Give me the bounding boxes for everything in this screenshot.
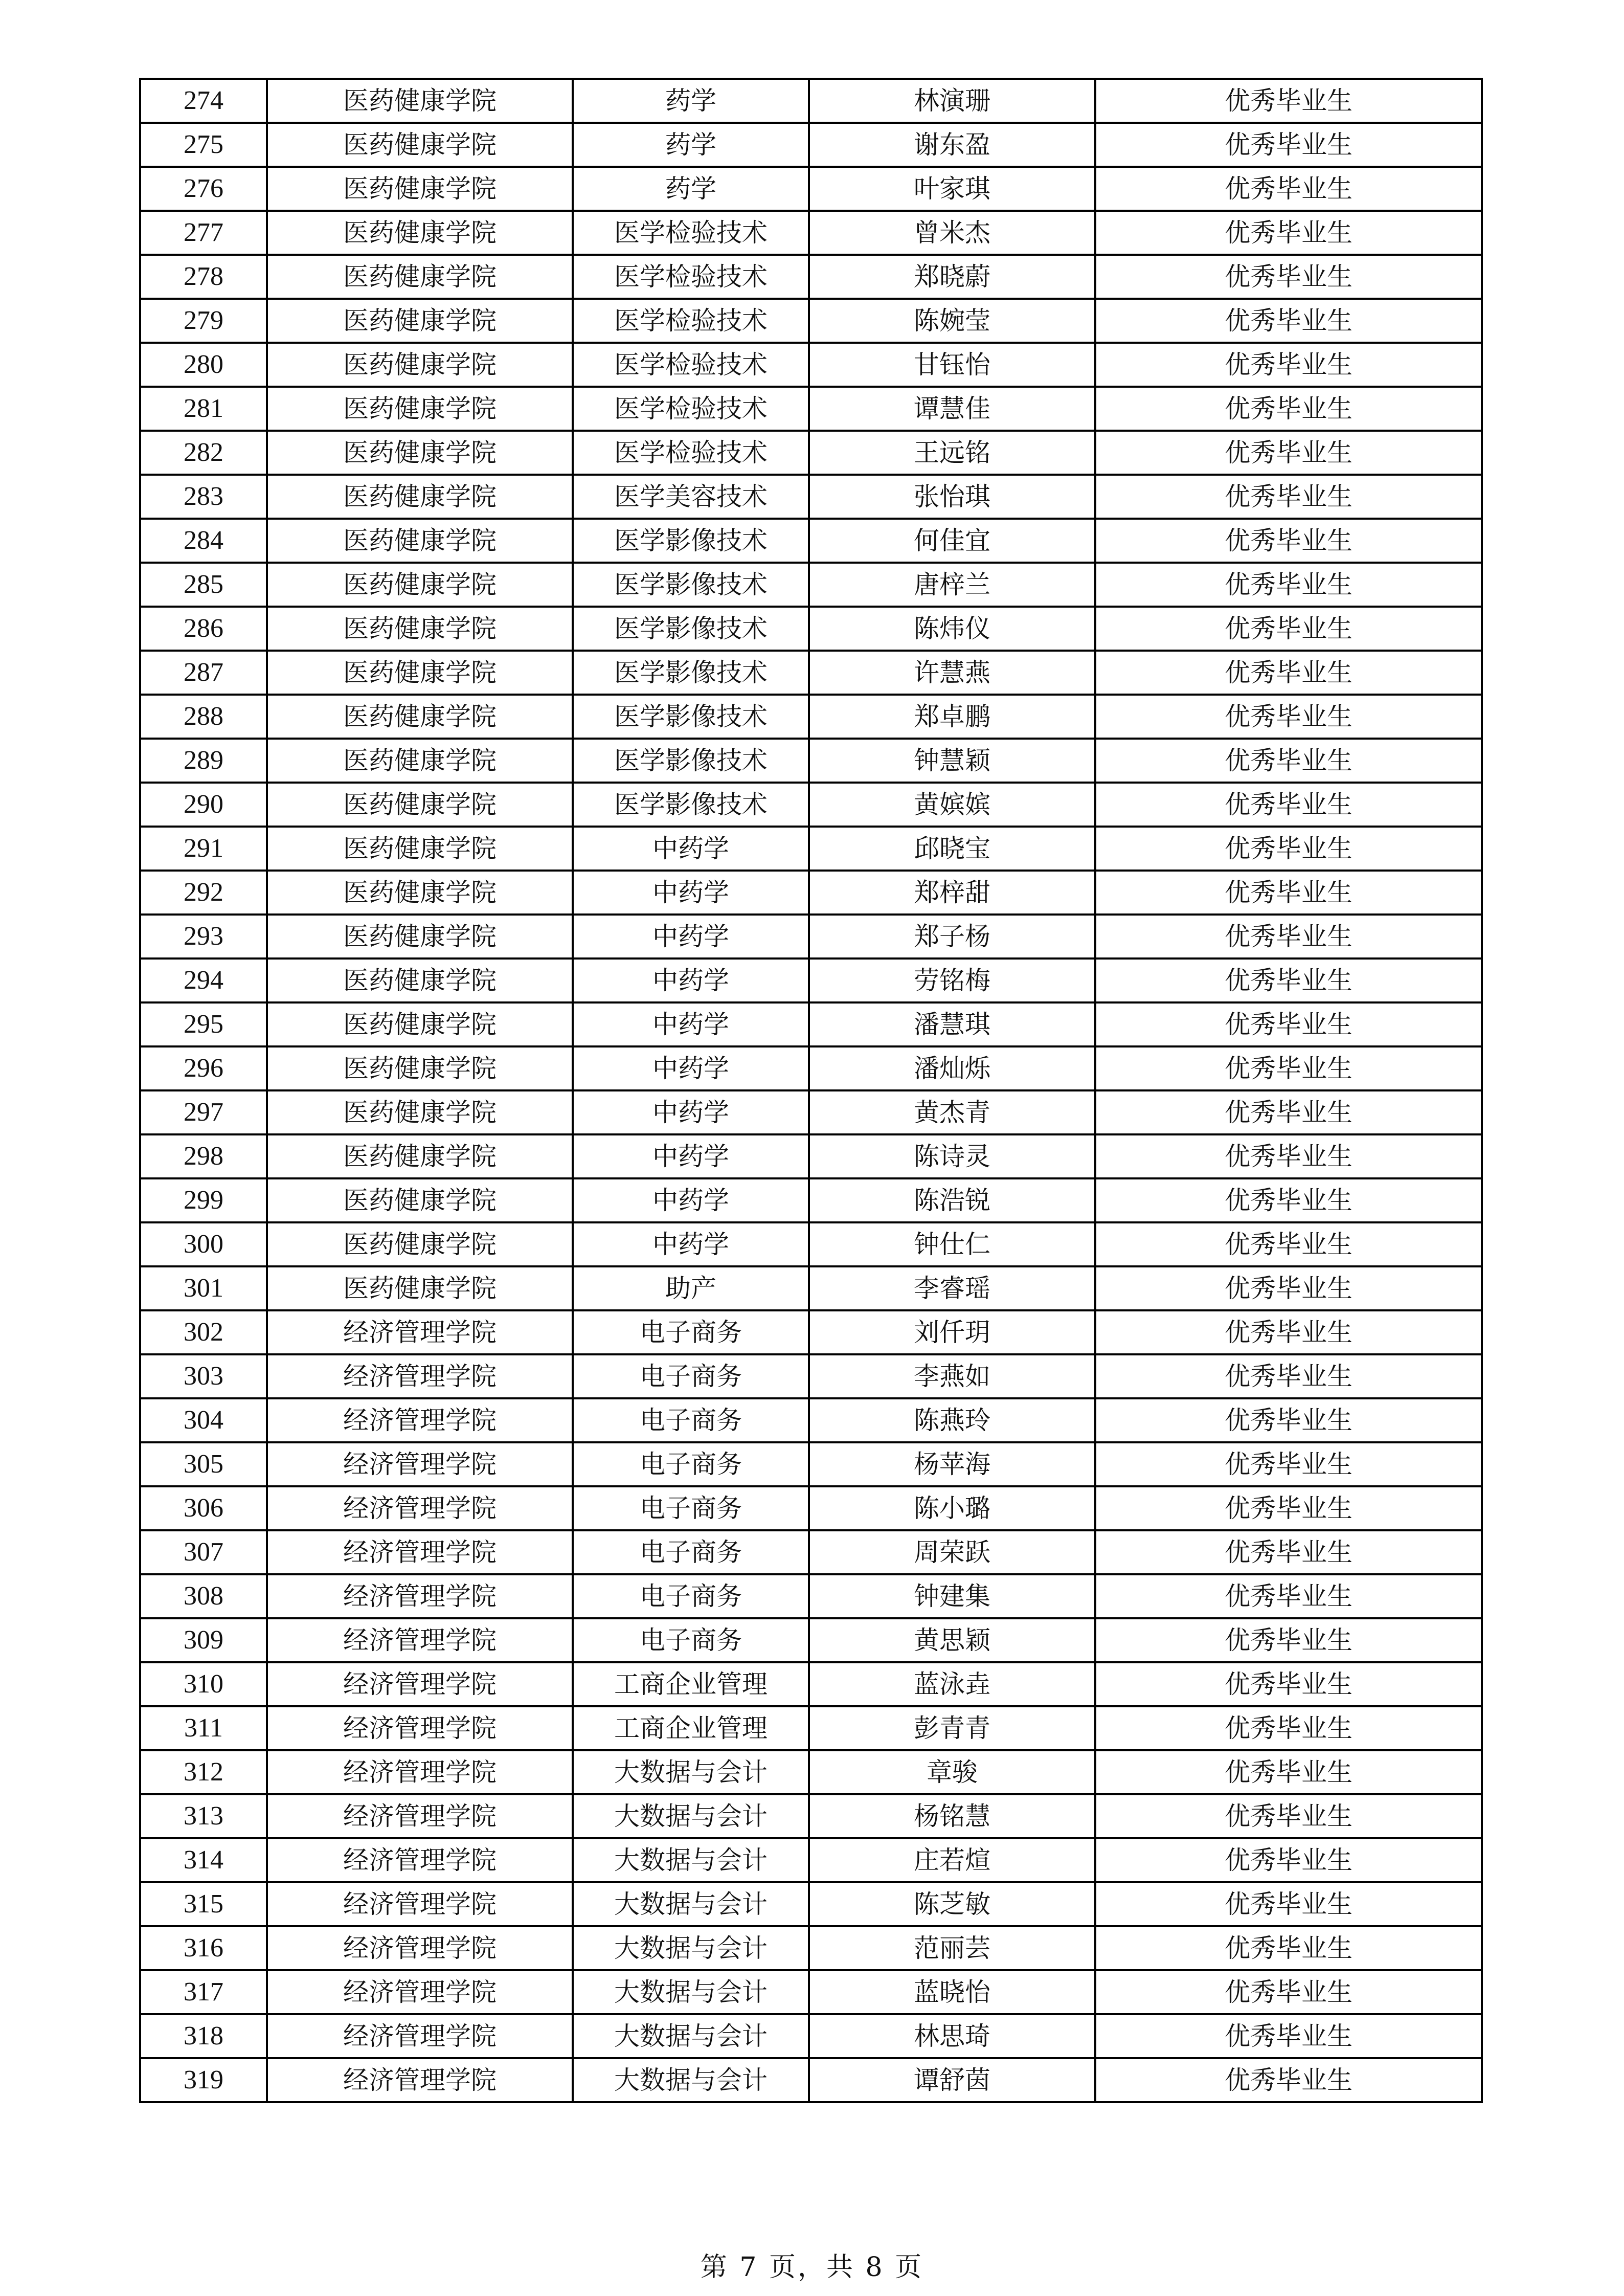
student-name-cell: 刘仟玥 <box>809 1310 1095 1354</box>
award-cell: 优秀毕业生 <box>1095 167 1482 211</box>
table-row <box>140 1970 1482 2014</box>
award-cell: 优秀毕业生 <box>1095 2058 1482 2102</box>
major-cell: 医学检验技术 <box>573 343 809 387</box>
college-cell: 医药健康学院 <box>267 519 573 563</box>
student-name-cell: 章骏 <box>809 1750 1095 1794</box>
student-name-cell: 彭青青 <box>809 1706 1095 1750</box>
major-cell: 助产 <box>573 1266 809 1310</box>
table-row <box>140 915 1482 958</box>
award-cell: 优秀毕业生 <box>1095 607 1482 651</box>
row-number-cell: 294 <box>140 958 267 1002</box>
student-name-cell: 劳铭梅 <box>809 958 1095 1002</box>
award-cell: 优秀毕业生 <box>1095 299 1482 343</box>
award-cell: 优秀毕业生 <box>1095 1310 1482 1354</box>
student-name-cell: 李睿瑶 <box>809 1266 1095 1310</box>
college-cell: 医药健康学院 <box>267 1178 573 1222</box>
award-cell: 优秀毕业生 <box>1095 123 1482 167</box>
student-name-cell: 王远铭 <box>809 431 1095 475</box>
major-cell: 中药学 <box>573 1178 809 1222</box>
table-row <box>140 387 1482 431</box>
student-name-cell: 钟仕仁 <box>809 1222 1095 1266</box>
table-row <box>140 2014 1482 2058</box>
award-cell: 优秀毕业生 <box>1095 1970 1482 2014</box>
row-number-cell: 299 <box>140 1178 267 1222</box>
table-row <box>140 1530 1482 1574</box>
major-cell: 医学检验技术 <box>573 211 809 255</box>
student-name-cell: 钟慧颖 <box>809 739 1095 783</box>
student-name-cell: 郑卓鹏 <box>809 695 1095 739</box>
row-number-cell: 274 <box>140 79 267 123</box>
major-cell: 电子商务 <box>573 1354 809 1398</box>
major-cell: 电子商务 <box>573 1398 809 1442</box>
college-cell: 经济管理学院 <box>267 1706 573 1750</box>
college-cell: 经济管理学院 <box>267 2058 573 2102</box>
student-name-cell: 曾米杰 <box>809 211 1095 255</box>
college-cell: 医药健康学院 <box>267 651 573 695</box>
college-cell: 经济管理学院 <box>267 1926 573 1970</box>
award-cell: 优秀毕业生 <box>1095 1794 1482 1838</box>
table-row <box>140 1662 1482 1706</box>
page-number-footer: 第 7 页，共 8 页 <box>700 2252 924 2283</box>
award-cell: 优秀毕业生 <box>1095 1442 1482 1486</box>
award-cell: 优秀毕业生 <box>1095 1750 1482 1794</box>
major-cell: 医学影像技术 <box>573 739 809 783</box>
student-name-cell: 郑梓甜 <box>809 871 1095 915</box>
table-row <box>140 1002 1482 1046</box>
major-cell: 中药学 <box>573 1222 809 1266</box>
major-cell: 大数据与会计 <box>573 1970 809 2014</box>
row-number-cell: 301 <box>140 1266 267 1310</box>
row-number-cell: 276 <box>140 167 267 211</box>
table-row <box>140 607 1482 651</box>
college-cell: 经济管理学院 <box>267 1574 573 1618</box>
table-row <box>140 1090 1482 1134</box>
table-row <box>140 1706 1482 1750</box>
major-cell: 医学影像技术 <box>573 651 809 695</box>
award-list-table <box>139 78 1483 2103</box>
award-cell: 优秀毕业生 <box>1095 431 1482 475</box>
row-number-cell: 284 <box>140 519 267 563</box>
row-number-cell: 292 <box>140 871 267 915</box>
student-name-cell: 范丽芸 <box>809 1926 1095 1970</box>
row-number-cell: 279 <box>140 299 267 343</box>
table-row <box>140 431 1482 475</box>
major-cell: 电子商务 <box>573 1310 809 1354</box>
award-cell: 优秀毕业生 <box>1095 211 1482 255</box>
major-cell: 医学检验技术 <box>573 387 809 431</box>
table-row <box>140 1794 1482 1838</box>
college-cell: 医药健康学院 <box>267 431 573 475</box>
college-cell: 医药健康学院 <box>267 167 573 211</box>
major-cell: 药学 <box>573 79 809 123</box>
row-number-cell: 298 <box>140 1134 267 1178</box>
table-row <box>140 1354 1482 1398</box>
row-number-cell: 311 <box>140 1706 267 1750</box>
row-number-cell: 306 <box>140 1486 267 1530</box>
college-cell: 经济管理学院 <box>267 1794 573 1838</box>
college-cell: 医药健康学院 <box>267 1090 573 1134</box>
table-row <box>140 1046 1482 1090</box>
award-cell: 优秀毕业生 <box>1095 739 1482 783</box>
row-number-cell: 296 <box>140 1046 267 1090</box>
college-cell: 经济管理学院 <box>267 1838 573 1882</box>
award-cell: 优秀毕业生 <box>1095 695 1482 739</box>
major-cell: 中药学 <box>573 871 809 915</box>
student-name-cell: 邱晓宝 <box>809 827 1095 871</box>
college-cell: 经济管理学院 <box>267 1398 573 1442</box>
college-cell: 医药健康学院 <box>267 1134 573 1178</box>
college-cell: 经济管理学院 <box>267 1618 573 1662</box>
major-cell: 药学 <box>573 167 809 211</box>
award-cell: 优秀毕业生 <box>1095 1398 1482 1442</box>
table-row <box>140 1398 1482 1442</box>
row-number-cell: 309 <box>140 1618 267 1662</box>
row-number-cell: 312 <box>140 1750 267 1794</box>
student-name-cell: 陈炜仪 <box>809 607 1095 651</box>
student-name-cell: 张怡琪 <box>809 475 1095 519</box>
college-cell: 医药健康学院 <box>267 343 573 387</box>
award-cell: 优秀毕业生 <box>1095 651 1482 695</box>
college-cell: 医药健康学院 <box>267 475 573 519</box>
row-number-cell: 288 <box>140 695 267 739</box>
row-number-cell: 280 <box>140 343 267 387</box>
college-cell: 经济管理学院 <box>267 1750 573 1794</box>
major-cell: 医学检验技术 <box>573 255 809 299</box>
college-cell: 经济管理学院 <box>267 1354 573 1398</box>
college-cell: 医药健康学院 <box>267 1046 573 1090</box>
college-cell: 经济管理学院 <box>267 1662 573 1706</box>
award-cell: 优秀毕业生 <box>1095 1618 1482 1662</box>
major-cell: 大数据与会计 <box>573 1926 809 1970</box>
award-cell: 优秀毕业生 <box>1095 1926 1482 1970</box>
table-row <box>140 2058 1482 2102</box>
student-name-cell: 谢东盈 <box>809 123 1095 167</box>
major-cell: 医学影像技术 <box>573 563 809 607</box>
table-row <box>140 695 1482 739</box>
table-row <box>140 1222 1482 1266</box>
table-row <box>140 1838 1482 1882</box>
table-row <box>140 1882 1482 1926</box>
award-cell: 优秀毕业生 <box>1095 1090 1482 1134</box>
row-number-cell: 307 <box>140 1530 267 1574</box>
college-cell: 医药健康学院 <box>267 783 573 827</box>
student-name-cell: 陈诗灵 <box>809 1134 1095 1178</box>
row-number-cell: 313 <box>140 1794 267 1838</box>
major-cell: 中药学 <box>573 1090 809 1134</box>
award-cell: 优秀毕业生 <box>1095 2014 1482 2058</box>
student-name-cell: 李燕如 <box>809 1354 1095 1398</box>
row-number-cell: 305 <box>140 1442 267 1486</box>
row-number-cell: 310 <box>140 1662 267 1706</box>
college-cell: 医药健康学院 <box>267 827 573 871</box>
award-cell: 优秀毕业生 <box>1095 255 1482 299</box>
student-name-cell: 何佳宜 <box>809 519 1095 563</box>
row-number-cell: 303 <box>140 1354 267 1398</box>
award-cell: 优秀毕业生 <box>1095 783 1482 827</box>
award-cell: 优秀毕业生 <box>1095 871 1482 915</box>
row-number-cell: 283 <box>140 475 267 519</box>
major-cell: 大数据与会计 <box>573 1838 809 1882</box>
award-cell: 优秀毕业生 <box>1095 1266 1482 1310</box>
row-number-cell: 295 <box>140 1002 267 1046</box>
award-cell: 优秀毕业生 <box>1095 1222 1482 1266</box>
major-cell: 电子商务 <box>573 1442 809 1486</box>
major-cell: 电子商务 <box>573 1530 809 1574</box>
college-cell: 医药健康学院 <box>267 1222 573 1266</box>
award-cell: 优秀毕业生 <box>1095 1134 1482 1178</box>
row-number-cell: 281 <box>140 387 267 431</box>
row-number-cell: 297 <box>140 1090 267 1134</box>
student-name-cell: 谭舒茵 <box>809 2058 1095 2102</box>
college-cell: 经济管理学院 <box>267 1310 573 1354</box>
student-name-cell: 钟建集 <box>809 1574 1095 1618</box>
row-number-cell: 314 <box>140 1838 267 1882</box>
student-name-cell: 杨铭慧 <box>809 1794 1095 1838</box>
college-cell: 医药健康学院 <box>267 123 573 167</box>
college-cell: 医药健康学院 <box>267 211 573 255</box>
table-row <box>140 475 1482 519</box>
award-cell: 优秀毕业生 <box>1095 1706 1482 1750</box>
major-cell: 中药学 <box>573 827 809 871</box>
college-cell: 经济管理学院 <box>267 2014 573 2058</box>
student-name-cell: 潘慧琪 <box>809 1002 1095 1046</box>
student-name-cell: 叶家琪 <box>809 167 1095 211</box>
major-cell: 医学影像技术 <box>573 783 809 827</box>
table-row <box>140 1266 1482 1310</box>
student-name-cell: 蓝晓怡 <box>809 1970 1095 2014</box>
major-cell: 医学美容技术 <box>573 475 809 519</box>
award-cell: 优秀毕业生 <box>1095 1574 1482 1618</box>
row-number-cell: 302 <box>140 1310 267 1354</box>
student-name-cell: 庄若煊 <box>809 1838 1095 1882</box>
student-name-cell: 黄思颖 <box>809 1618 1095 1662</box>
row-number-cell: 289 <box>140 739 267 783</box>
award-cell: 优秀毕业生 <box>1095 1178 1482 1222</box>
major-cell: 电子商务 <box>573 1486 809 1530</box>
row-number-cell: 293 <box>140 915 267 958</box>
table-row <box>140 783 1482 827</box>
student-name-cell: 林思琦 <box>809 2014 1095 2058</box>
table-row <box>140 1926 1482 1970</box>
table-row <box>140 1574 1482 1618</box>
student-name-cell: 林演珊 <box>809 79 1095 123</box>
student-name-cell: 许慧燕 <box>809 651 1095 695</box>
table-row <box>140 651 1482 695</box>
student-name-cell: 唐梓兰 <box>809 563 1095 607</box>
college-cell: 医药健康学院 <box>267 387 573 431</box>
table-row <box>140 299 1482 343</box>
row-number-cell: 315 <box>140 1882 267 1926</box>
student-name-cell: 谭慧佳 <box>809 387 1095 431</box>
major-cell: 大数据与会计 <box>573 1794 809 1838</box>
award-cell: 优秀毕业生 <box>1095 1354 1482 1398</box>
major-cell: 医学检验技术 <box>573 299 809 343</box>
table-row <box>140 871 1482 915</box>
row-number-cell: 291 <box>140 827 267 871</box>
major-cell: 中药学 <box>573 1134 809 1178</box>
major-cell: 中药学 <box>573 915 809 958</box>
award-cell: 优秀毕业生 <box>1095 827 1482 871</box>
student-name-cell: 陈婉莹 <box>809 299 1095 343</box>
award-cell: 优秀毕业生 <box>1095 563 1482 607</box>
major-cell: 医学影像技术 <box>573 607 809 651</box>
major-cell: 大数据与会计 <box>573 1750 809 1794</box>
award-cell: 优秀毕业生 <box>1095 1486 1482 1530</box>
college-cell: 医药健康学院 <box>267 695 573 739</box>
major-cell: 工商企业管理 <box>573 1662 809 1706</box>
table-row <box>140 519 1482 563</box>
award-cell: 优秀毕业生 <box>1095 1002 1482 1046</box>
student-name-cell: 陈燕玲 <box>809 1398 1095 1442</box>
table-row <box>140 123 1482 167</box>
table-row <box>140 1178 1482 1222</box>
college-cell: 经济管理学院 <box>267 1442 573 1486</box>
student-name-cell: 郑子杨 <box>809 915 1095 958</box>
student-name-cell: 蓝泳垚 <box>809 1662 1095 1706</box>
table-row <box>140 167 1482 211</box>
major-cell: 医学检验技术 <box>573 431 809 475</box>
award-cell: 优秀毕业生 <box>1095 343 1482 387</box>
award-cell: 优秀毕业生 <box>1095 1838 1482 1882</box>
table-row <box>140 958 1482 1002</box>
major-cell: 大数据与会计 <box>573 1882 809 1926</box>
college-cell: 经济管理学院 <box>267 1970 573 2014</box>
row-number-cell: 318 <box>140 2014 267 2058</box>
college-cell: 医药健康学院 <box>267 958 573 1002</box>
row-number-cell: 275 <box>140 123 267 167</box>
award-cell: 优秀毕业生 <box>1095 519 1482 563</box>
major-cell: 电子商务 <box>573 1618 809 1662</box>
row-number-cell: 319 <box>140 2058 267 2102</box>
table-row <box>140 343 1482 387</box>
award-cell: 优秀毕业生 <box>1095 1046 1482 1090</box>
award-cell: 优秀毕业生 <box>1095 1530 1482 1574</box>
major-cell: 工商企业管理 <box>573 1706 809 1750</box>
major-cell: 中药学 <box>573 958 809 1002</box>
major-cell: 大数据与会计 <box>573 2058 809 2102</box>
major-cell: 中药学 <box>573 1046 809 1090</box>
award-cell: 优秀毕业生 <box>1095 958 1482 1002</box>
major-cell: 大数据与会计 <box>573 2014 809 2058</box>
college-cell: 医药健康学院 <box>267 563 573 607</box>
student-name-cell: 陈芝敏 <box>809 1882 1095 1926</box>
table-row <box>140 1618 1482 1662</box>
table-row <box>140 211 1482 255</box>
student-name-cell: 郑晓蔚 <box>809 255 1095 299</box>
college-cell: 经济管理学院 <box>267 1882 573 1926</box>
table-row <box>140 1134 1482 1178</box>
student-name-cell: 黄杰青 <box>809 1090 1095 1134</box>
row-number-cell: 286 <box>140 607 267 651</box>
award-cell: 优秀毕业生 <box>1095 1882 1482 1926</box>
table-row <box>140 1486 1482 1530</box>
student-name-cell: 陈浩锐 <box>809 1178 1095 1222</box>
college-cell: 经济管理学院 <box>267 1486 573 1530</box>
row-number-cell: 308 <box>140 1574 267 1618</box>
row-number-cell: 290 <box>140 783 267 827</box>
college-cell: 医药健康学院 <box>267 1002 573 1046</box>
major-cell: 医学影像技术 <box>573 695 809 739</box>
college-cell: 医药健康学院 <box>267 79 573 123</box>
row-number-cell: 282 <box>140 431 267 475</box>
row-number-cell: 316 <box>140 1926 267 1970</box>
student-name-cell: 黄嫔嫔 <box>809 783 1095 827</box>
award-cell: 优秀毕业生 <box>1095 1662 1482 1706</box>
table-row <box>140 827 1482 871</box>
student-name-cell: 杨苹海 <box>809 1442 1095 1486</box>
award-cell: 优秀毕业生 <box>1095 387 1482 431</box>
award-cell: 优秀毕业生 <box>1095 915 1482 958</box>
row-number-cell: 277 <box>140 211 267 255</box>
award-table-body <box>140 79 1482 2102</box>
college-cell: 医药健康学院 <box>267 1266 573 1310</box>
row-number-cell: 278 <box>140 255 267 299</box>
row-number-cell: 287 <box>140 651 267 695</box>
row-number-cell: 300 <box>140 1222 267 1266</box>
college-cell: 医药健康学院 <box>267 871 573 915</box>
major-cell: 医学影像技术 <box>573 519 809 563</box>
major-cell: 电子商务 <box>573 1574 809 1618</box>
college-cell: 医药健康学院 <box>267 915 573 958</box>
college-cell: 经济管理学院 <box>267 1530 573 1574</box>
row-number-cell: 285 <box>140 563 267 607</box>
table-row <box>140 1750 1482 1794</box>
award-cell: 优秀毕业生 <box>1095 79 1482 123</box>
student-name-cell: 陈小璐 <box>809 1486 1095 1530</box>
major-cell: 中药学 <box>573 1002 809 1046</box>
student-name-cell: 周荣跃 <box>809 1530 1095 1574</box>
college-cell: 医药健康学院 <box>267 607 573 651</box>
table-row <box>140 1442 1482 1486</box>
student-name-cell: 甘钰怡 <box>809 343 1095 387</box>
table-row <box>140 79 1482 123</box>
college-cell: 医药健康学院 <box>267 255 573 299</box>
student-name-cell: 潘灿烁 <box>809 1046 1095 1090</box>
college-cell: 医药健康学院 <box>267 299 573 343</box>
major-cell: 药学 <box>573 123 809 167</box>
table-row <box>140 739 1482 783</box>
table-row <box>140 563 1482 607</box>
award-cell: 优秀毕业生 <box>1095 475 1482 519</box>
row-number-cell: 317 <box>140 1970 267 2014</box>
table-row <box>140 255 1482 299</box>
row-number-cell: 304 <box>140 1398 267 1442</box>
table-row <box>140 1310 1482 1354</box>
college-cell: 医药健康学院 <box>267 739 573 783</box>
